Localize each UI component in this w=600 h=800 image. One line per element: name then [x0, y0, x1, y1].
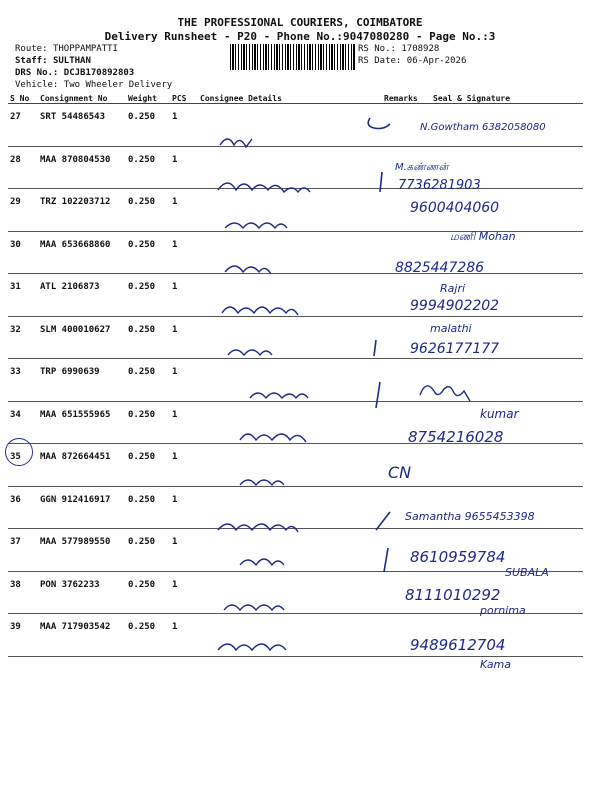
row-consignee — [198, 274, 382, 317]
row-weight-text: 0.250 — [128, 494, 156, 505]
runsheet-table — [8, 93, 583, 657]
row-signature — [431, 104, 583, 147]
row-sno-text: 30 — [10, 239, 21, 250]
row-sno — [8, 486, 38, 529]
row-consignment-text: ATL 2106873 — [40, 282, 100, 292]
signature-35: CN — [388, 463, 412, 482]
row-weight — [126, 104, 170, 147]
row-sno — [8, 104, 38, 147]
drs-value: DCJB170892803 — [63, 68, 135, 78]
row-signature — [431, 486, 583, 529]
signature-name-30: மணி Mohan — [450, 230, 516, 243]
row-pcs — [170, 104, 198, 147]
row-signature — [431, 529, 583, 572]
table-row — [8, 274, 583, 317]
signature-name-37: SUBALA — [505, 566, 549, 579]
row-weight-text: 0.250 — [128, 622, 156, 632]
row-consignee — [198, 359, 382, 402]
table-row — [8, 189, 583, 232]
row-pcs-text: 1 — [172, 112, 178, 122]
col-consignee: Consignee Details — [198, 93, 382, 104]
signature-36: Samantha 9655453398 — [405, 510, 535, 523]
row-weight-text: 0.250 — [128, 409, 156, 420]
row-weight — [126, 359, 170, 402]
row-weight-text: 0.250 — [128, 452, 156, 462]
row-pcs-text: 1 — [172, 367, 178, 377]
row-sno-text: 39 — [10, 622, 21, 632]
row-pcs-text: 1 — [172, 579, 178, 590]
row-sno-text: 37 — [10, 537, 21, 547]
row-remarks — [382, 274, 431, 317]
table-row — [8, 316, 583, 359]
row-consignee — [198, 104, 382, 147]
row-weight-text: 0.250 — [128, 239, 156, 250]
row-pcs-text: 1 — [172, 494, 178, 505]
row-sno — [8, 189, 38, 232]
row-consignment-text: TRP 6990639 — [40, 367, 100, 377]
row-weight — [126, 316, 170, 359]
row-consignee — [198, 614, 382, 657]
route-value: THOPPAMPATTI — [52, 44, 118, 54]
table-row — [8, 231, 583, 274]
row-consignment-text: PON 3762233 — [40, 579, 100, 590]
table-row — [8, 529, 583, 572]
vehicle-info — [15, 80, 172, 90]
row-consignment — [38, 529, 126, 572]
row-consignment — [38, 104, 126, 147]
signature-name-31: Rajri — [440, 282, 466, 295]
row-pcs-text: 1 — [172, 452, 178, 462]
signature-name-34: kumar — [480, 407, 519, 421]
row-signature — [431, 614, 583, 657]
row-weight — [126, 571, 170, 614]
barcode — [230, 44, 355, 70]
row-remarks — [382, 189, 431, 232]
row-sno — [8, 359, 38, 402]
rs-date-value: 06-Apr-2026 — [406, 56, 467, 66]
row-remarks — [382, 614, 431, 657]
route-label: Route: — [15, 44, 48, 54]
row-sno-text: 27 — [10, 112, 21, 122]
col-signature: Seal & Signature — [431, 93, 583, 104]
row-pcs — [170, 571, 198, 614]
row-pcs — [170, 359, 198, 402]
row-sno — [8, 146, 38, 189]
row-consignee — [198, 401, 382, 444]
row-signature — [431, 401, 583, 444]
row-sno-text: 29 — [10, 197, 21, 207]
row-sno — [8, 614, 38, 657]
row-sno — [8, 274, 38, 317]
row-pcs-text: 1 — [172, 197, 178, 207]
row-weight — [126, 529, 170, 572]
row-pcs — [170, 189, 198, 232]
row-pcs-text: 1 — [172, 409, 178, 420]
signature-name-38: pornima — [480, 604, 526, 617]
row-pcs — [170, 231, 198, 274]
table-row — [8, 146, 583, 189]
signature-phone-37: 8610959784 — [410, 548, 506, 566]
rs-date-info — [358, 56, 466, 66]
row-weight — [126, 189, 170, 232]
row-pcs — [170, 146, 198, 189]
row-sno-text: 36 — [10, 494, 21, 505]
row-consignment — [38, 401, 126, 444]
table-row — [8, 614, 583, 657]
row-pcs — [170, 614, 198, 657]
signature-phone-39: 9489612704 — [410, 636, 506, 654]
signature-name-28: M.கண்ணன் — [395, 162, 449, 173]
vehicle-label: Vehicle: — [15, 80, 59, 90]
row-pcs — [170, 444, 198, 487]
rs-no-info — [358, 44, 439, 54]
row-weight — [126, 486, 170, 529]
row-consignment-text: MAA 651555965 — [40, 409, 111, 420]
row-weight — [126, 274, 170, 317]
row-sno — [8, 316, 38, 359]
row-signature — [431, 146, 583, 189]
row-consignment — [38, 444, 126, 487]
row-weight — [126, 231, 170, 274]
rs-no-value: 1708928 — [401, 44, 440, 54]
row-sno-text: 28 — [10, 154, 21, 165]
col-weight: Weight — [126, 93, 170, 104]
row-weight-text: 0.250 — [128, 579, 156, 590]
table-row — [8, 571, 583, 614]
row-consignment-text: MAA 872664451 — [40, 452, 111, 462]
row-remarks — [382, 444, 431, 487]
row-pcs-text: 1 — [172, 622, 178, 632]
row-weight-text: 0.250 — [128, 197, 156, 207]
runsheet-subtitle: Delivery Runsheet - P20 - Phone No.:9047080280 - Page No.:3 — [104, 30, 496, 43]
row-weight-text: 0.250 — [128, 367, 156, 377]
row-consignee — [198, 231, 382, 274]
signature-name-32: malathi — [430, 322, 472, 335]
row-weight-text: 0.250 — [128, 282, 156, 292]
row-consignment — [38, 189, 126, 232]
row-consignment — [38, 571, 126, 614]
row-remarks — [382, 401, 431, 444]
runsheet-title: THE PROFESSIONAL COURIERS, COIMBATORE — [177, 16, 423, 29]
row-pcs — [170, 486, 198, 529]
row-pcs — [170, 316, 198, 359]
row-consignee — [198, 486, 382, 529]
staff-info — [15, 56, 91, 66]
signature-phone-32a: 9994902202 — [410, 298, 500, 314]
vehicle-value: Two Wheeler Delivery — [63, 80, 173, 90]
signature-phone-32: 9626177177 — [410, 341, 500, 357]
row-remarks — [382, 529, 431, 572]
row-remarks — [382, 486, 431, 529]
row-signature — [431, 189, 583, 232]
row-consignment-text: GGN 912416917 — [40, 494, 111, 505]
row-pcs-text: 1 — [172, 324, 178, 335]
row-remarks — [382, 359, 431, 402]
row-consignment-text: SRT 54486543 — [40, 112, 106, 122]
row-weight-text: 0.250 — [128, 324, 156, 335]
row-weight — [126, 614, 170, 657]
row-consignee — [198, 444, 382, 487]
row-sno-text: 33 — [10, 367, 21, 377]
signature-phone-29: 9600404060 — [410, 200, 500, 216]
row-consignment-text: MAA 577989550 — [40, 537, 111, 547]
row-remarks — [382, 571, 431, 614]
staff-value: SULTHAN — [52, 56, 91, 66]
row-consignee — [198, 529, 382, 572]
row-consignment — [38, 359, 126, 402]
row-consignment-text: SLM 400010627 — [40, 324, 111, 335]
row-consignment — [38, 274, 126, 317]
row-sno — [8, 529, 38, 572]
row-consignment — [38, 231, 126, 274]
row-consignment-text: MAA 717903542 — [40, 622, 111, 632]
signature-phone-34: 8754216028 — [408, 428, 504, 446]
row-signature — [431, 571, 583, 614]
col-sno: S No — [8, 93, 38, 104]
signature-phone-38: 8111010292 — [405, 586, 501, 604]
row-remarks — [382, 231, 431, 274]
rs-date-label: RS Date: — [358, 56, 402, 66]
row-35-circle-mark — [5, 438, 33, 466]
signature-phone-31: 8825447286 — [395, 260, 485, 276]
row-sno-text: 32 — [10, 324, 21, 335]
row-sno-text: 38 — [10, 579, 21, 590]
row-sno — [8, 401, 38, 444]
row-signature — [431, 316, 583, 359]
row-consignee — [198, 316, 382, 359]
row-consignment-text: TRZ 102203712 — [40, 197, 111, 207]
row-remarks — [382, 316, 431, 359]
drs-label: DRS No.: — [15, 68, 59, 78]
row-sno — [8, 231, 38, 274]
row-weight-text: 0.250 — [128, 112, 156, 122]
row-consignment — [38, 146, 126, 189]
row-sno-text: 34 — [10, 409, 21, 420]
table-row — [8, 401, 583, 444]
drs-info — [15, 68, 134, 78]
row-weight-text: 0.250 — [128, 154, 156, 165]
row-consignee — [198, 189, 382, 232]
row-consignment — [38, 614, 126, 657]
row-consignment-text: MAA 653668860 — [40, 239, 111, 250]
row-consignment — [38, 486, 126, 529]
row-signature — [431, 231, 583, 274]
col-consignment: Consignment No — [38, 93, 126, 104]
table-header-row — [8, 93, 583, 104]
row-sno-text: 35 — [10, 452, 21, 462]
row-pcs-text: 1 — [172, 239, 178, 250]
row-pcs — [170, 529, 198, 572]
col-remarks: Remarks — [382, 93, 431, 104]
rs-no-label: RS No.: — [358, 44, 396, 54]
row-pcs-text: 1 — [172, 537, 178, 547]
row-consignment-text: MAA 870804530 — [40, 154, 111, 165]
row-signature — [431, 359, 583, 402]
route-info — [15, 44, 118, 54]
row-consignment — [38, 316, 126, 359]
row-signature — [431, 274, 583, 317]
row-consignee — [198, 146, 382, 189]
row-pcs-text: 1 — [172, 154, 178, 165]
row-sno — [8, 571, 38, 614]
row-weight-text: 0.250 — [128, 537, 156, 547]
table-row — [8, 104, 583, 147]
row-pcs-text: 1 — [172, 282, 178, 292]
row-weight — [126, 444, 170, 487]
row-pcs — [170, 274, 198, 317]
table-row — [8, 359, 583, 402]
row-signature — [431, 444, 583, 487]
signature-27: N.Gowtham 6382058080 — [420, 122, 546, 133]
col-pcs: PCS — [170, 93, 198, 104]
signature-phone-28: 7736281903 — [398, 178, 481, 193]
row-consignee — [198, 571, 382, 614]
row-pcs — [170, 401, 198, 444]
row-sno-text: 31 — [10, 282, 21, 292]
row-weight — [126, 401, 170, 444]
row-remarks — [382, 146, 431, 189]
row-remarks — [382, 104, 431, 147]
signature-name-39: Kama — [480, 658, 512, 671]
table-row — [8, 444, 583, 487]
row-weight — [126, 146, 170, 189]
table-row — [8, 486, 583, 529]
staff-label: Staff: — [15, 56, 48, 66]
